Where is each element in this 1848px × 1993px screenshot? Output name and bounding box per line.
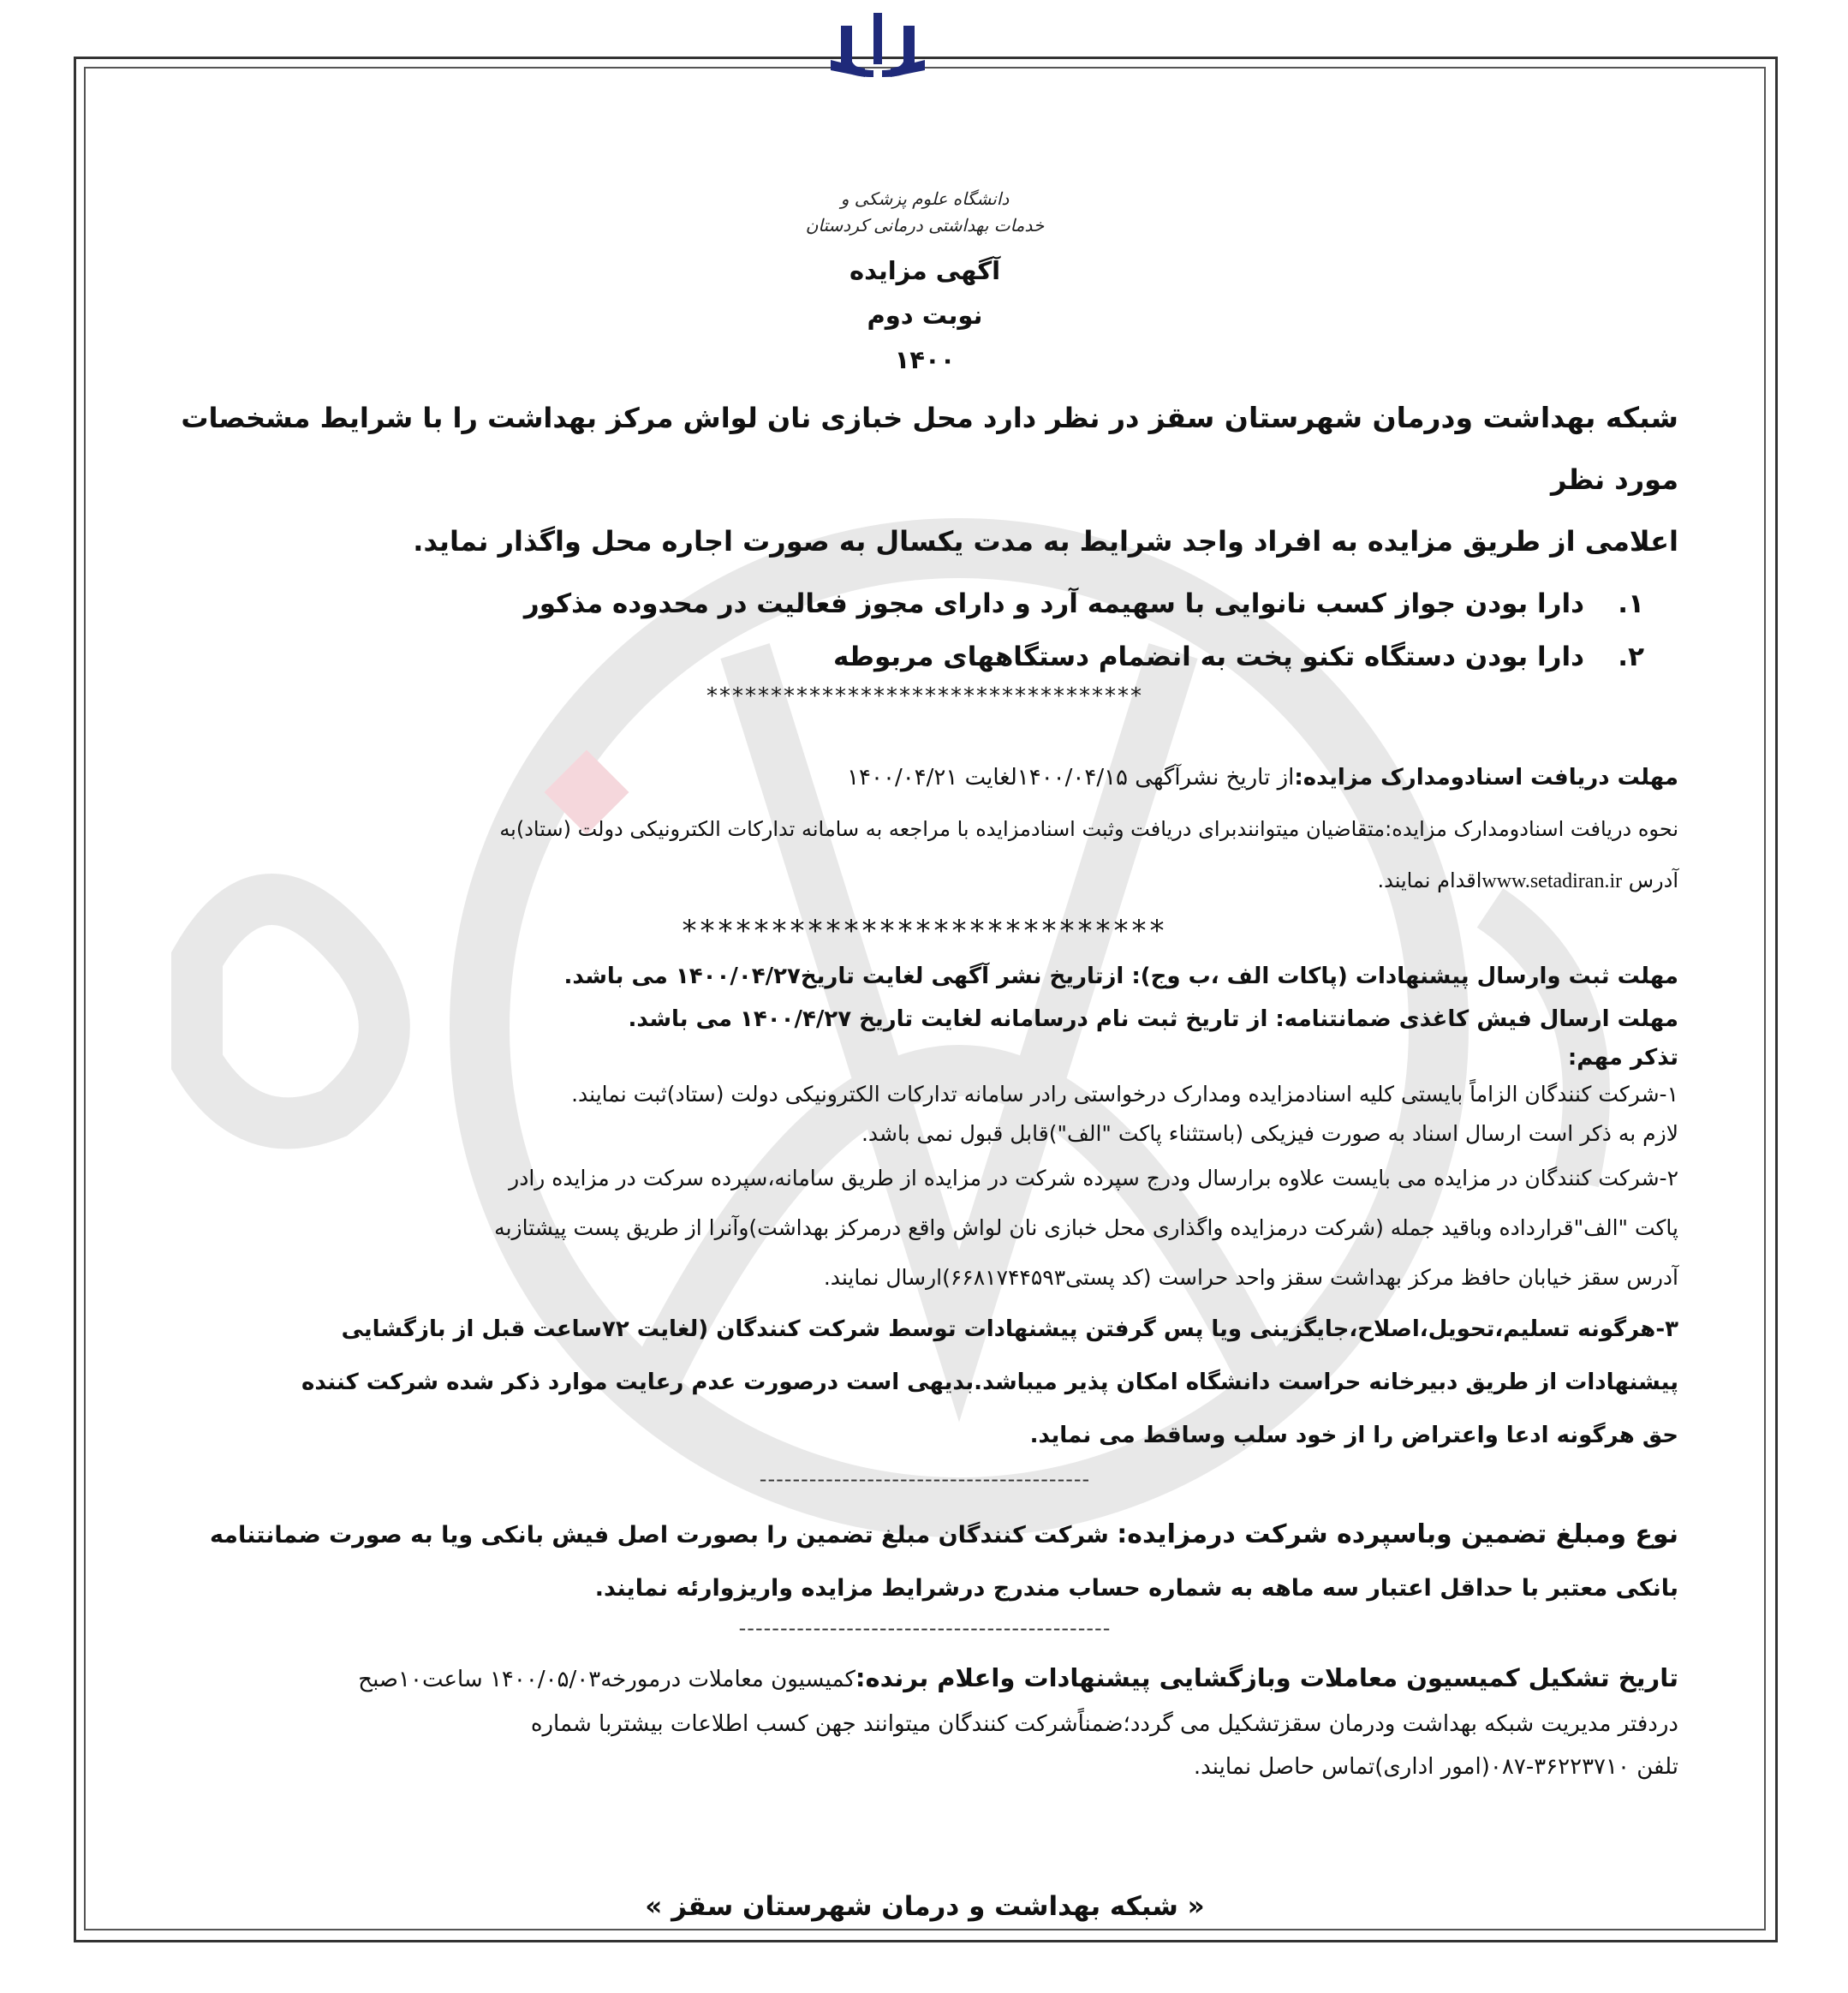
note-1-line-2: لازم به ذکر است ارسال اسناد به صورت فیزیکی (باستثناء پاکت "الف")قابل قبول نمی باشد. bbox=[861, 1121, 1678, 1146]
docs-deadline-label: مهلت دریافت اسنادومدارک مزایده: bbox=[1294, 765, 1678, 791]
note-3-line-2: پیشنهادات از طریق دبیرخانه حراست دانشگاه امکان پذیر میباشد.بدیهی است درصورت عدم رعایت موارد ذکر شده شرکت کننده bbox=[301, 1369, 1678, 1395]
deadline-proposals: مهلت ثبت وارسال پیشنهادات (پاکات الف ،ب وج): ازتاریخ نشر آگهی لغایت تاریخ۱۴۰۰/۰۴/۲۷ می باشد. bbox=[563, 964, 1678, 989]
separator-stars-2: *************************** bbox=[682, 914, 1168, 948]
logo-caption-1: دانشگاه علوم پزشکی و bbox=[840, 188, 1010, 209]
note-3-line-1: ۳-هرگونه تسلیم،تحویل،اصلاح،جایگزینی ویا پس گرفتن پیشنهادات توسط شرکت کنندگان (لغایت ۷۲ساعت قبل از بازگشایی bbox=[341, 1316, 1678, 1342]
intro-line-1 bbox=[171, 387, 1678, 510]
document-subtitle: نوبت دوم bbox=[867, 301, 983, 330]
guarantee-line-2: بانکی معتبر با حداقل اعتبار سه ماهه به شماره حساب مندرج درشرایط مزایده واریزوارئه نمایند. bbox=[594, 1575, 1678, 1602]
conditions-list bbox=[171, 577, 1678, 683]
commission-line-2: دردفتر مدیریت شبکه بهداشت ودرمان سقزتشکیل می گردد؛ضمناًشرکت کنندگان میتوانند جهن کسب اطلاعات بیشتربا شماره bbox=[530, 1711, 1678, 1737]
setadiran-link[interactable]: www.setadiran.ir bbox=[1481, 870, 1623, 892]
docs-how-suffix: اقدام نمایند. bbox=[1377, 868, 1482, 892]
docs-how-line-2 bbox=[171, 855, 1678, 907]
condition-item bbox=[171, 630, 1678, 683]
intro-org: شبکه بهداشت ودرمان شهرستان سقز bbox=[1148, 401, 1678, 434]
commission-text-1: کمیسیون معاملات درمورخه۱۴۰۰/۰۵/۰۳ ساعت۱۰صبح bbox=[358, 1667, 855, 1692]
note-2-line-2: پاکت "الف"قرارداده وباقید جمله (شرکت درمزایده واگذاری محل خبازی نان لواش واقع درمرکز بهداشت)وآنرا از طریق پست پیشتازبه bbox=[494, 1215, 1678, 1240]
guarantee-label: نوع ومبلغ تضمین وباسپرده شرکت درمزایده: bbox=[1117, 1519, 1678, 1549]
separator-stars-1: ********************************** bbox=[706, 683, 1143, 709]
separator-dash-2: --------------------------------------------- bbox=[738, 1616, 1112, 1640]
footer-signature: « شبکه بهداشت و درمان شهرستان سقز » bbox=[645, 1891, 1205, 1922]
docs-deadline bbox=[171, 752, 1678, 803]
notes-heading: تذکر مهم: bbox=[1567, 1045, 1678, 1071]
guarantee-line-1 bbox=[171, 1508, 1678, 1562]
separator-dash-1: ---------------------------------------- bbox=[759, 1467, 1091, 1491]
document-year: ۱۴۰۰ bbox=[894, 345, 956, 374]
note-2-line-3: آدرس سقز خیابان حافظ مرکز بهداشت سقز واحد حراست (کد پستی۶۶۸۱۷۴۴۵۹۳)ارسال نمایند. bbox=[823, 1265, 1678, 1290]
note-2-line-1: ۲-شرکت کنندگان در مزایده می بایست علاوه برارسال ودرج سپرده شرکت در مزایده از طریق سامانه،سپرده سرکت در مزایده رادر bbox=[509, 1166, 1678, 1190]
note-1-line-1: ۱-شرکت کنندگان الزاماً بایستی کلیه اسنادمزایده ومدارک درخواستی رادر سامانه تدارکات الکترونیکی دولت (ستاد)ثبت نمایند. bbox=[571, 1082, 1678, 1107]
logo-caption-2: خدمات بهداشتی درمانی کردستان bbox=[805, 215, 1045, 236]
docs-deadline-value: از تاریخ نشرآگهی ۱۴۰۰/۰۴/۱۵لغایت ۱۴۰۰/۰۴/۲۱ bbox=[847, 765, 1295, 791]
note-3-line-3: حق هرگونه ادعا واعتراض را از خود سلب وساقط می نماید. bbox=[1029, 1423, 1678, 1448]
condition-number: ۱. bbox=[1618, 588, 1644, 619]
document-body bbox=[171, 86, 1678, 1922]
intro-line-2: اعلامی از طریق مزایده به افراد واجد شرایط به مدت یکسال به صورت اجاره محل واگذار نماید. bbox=[413, 525, 1678, 558]
deadline-guarantee: مهلت ارسال فیش کاغذی ضمانتنامه: از تاریخ ثبت نام درسامانه لغایت تاریخ ۱۴۰۰/۴/۲۷ می باشد. bbox=[628, 1006, 1678, 1032]
condition-number: ۲. bbox=[1618, 641, 1644, 672]
condition-text: دارا بودن جواز کسب نانوایی با سهیمه آرد و دارای مجوز فعالیت در محدوده مذکور bbox=[523, 588, 1584, 619]
commission-line-1 bbox=[171, 1655, 1678, 1703]
docs-how-prefix: آدرس bbox=[1622, 868, 1678, 892]
docs-how-line-1: نحوه دریافت اسنادومدارک مزایده:متقاضیان میتوانندبرای دریافت وثبت اسنادمزایده با مراجعه به سامانه تدارکات الکترونیکی دولت (ستاد)به bbox=[499, 817, 1678, 841]
document-title: آگهی مزایده bbox=[849, 256, 1001, 285]
condition-text: دارا بودن دستگاه تکنو پخت به انضمام دستگاههای مربوطه bbox=[832, 641, 1584, 672]
intro-text-1: در نظر دارد محل خبازی نان لواش مرکز بهداشت را با شرایط مشخصات مورد نظر bbox=[181, 402, 1678, 496]
commission-line-3: تلفن ۳۶۲۲۳۷۱۰-۰۸۷(امور اداری)تماس حاصل نمایند. bbox=[1193, 1754, 1678, 1780]
condition-item bbox=[171, 577, 1678, 630]
guarantee-text-1: شرکت کنندگان مبلغ تضمین را بصورت اصل فیش بانکی ویا به صورت ضمانتنامه bbox=[209, 1522, 1118, 1548]
commission-label: تاریخ تشکیل کمیسیون معاملات وبازگشایی پیشنهادات واعلام برنده: bbox=[855, 1663, 1678, 1692]
